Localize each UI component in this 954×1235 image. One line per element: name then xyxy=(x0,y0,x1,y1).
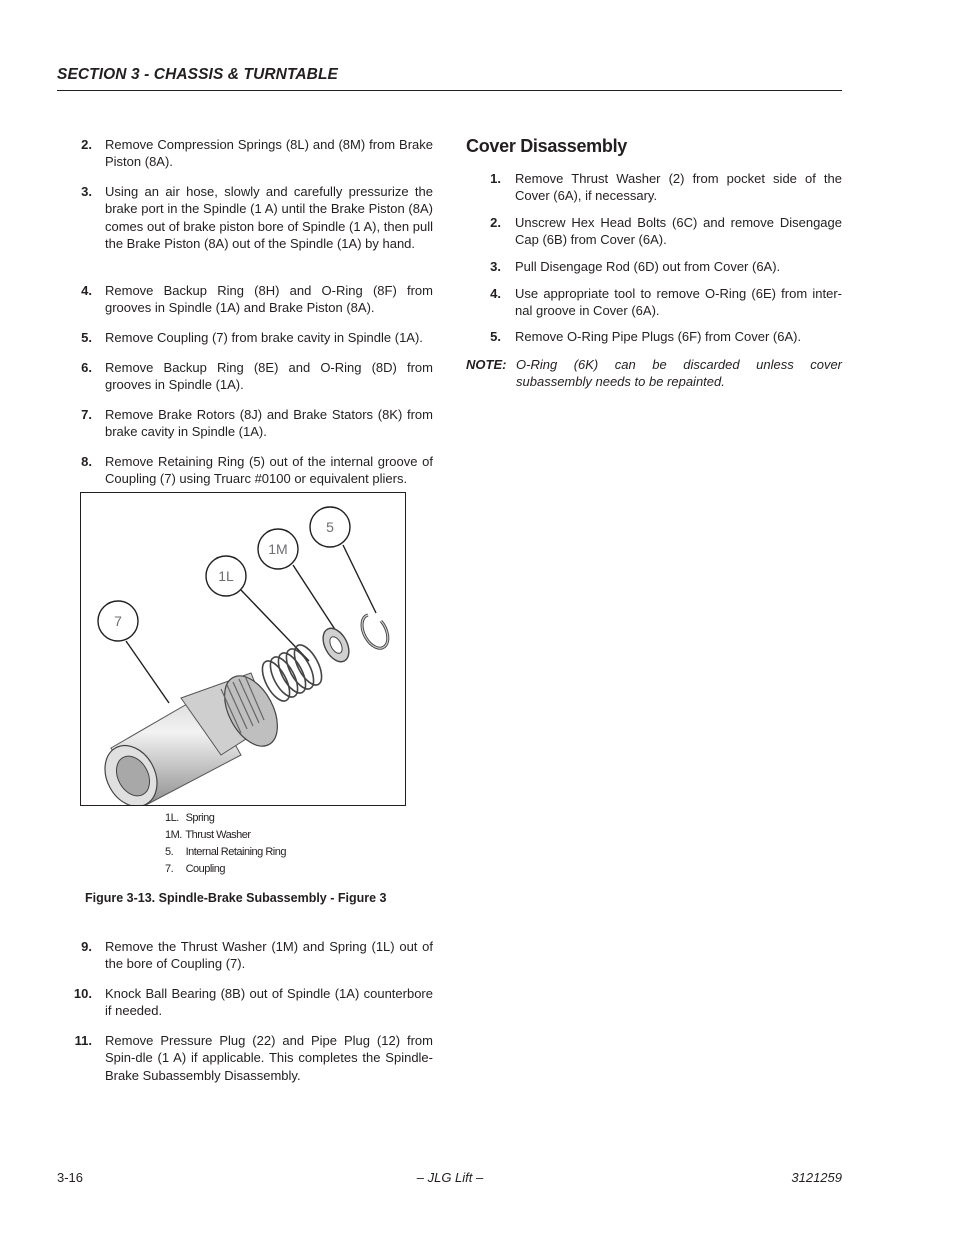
step-4: 4. Remove Backup Ring (8H) and O-Ring (8F) from grooves in Spindle (1A) and Brake Piston (8A). xyxy=(81,283,433,316)
cover-step-4: 4. Use appropriate tool to remove O-Ring (6E) from inter-nal groove in Cover (6A). xyxy=(490,286,842,319)
step-7: 7. Remove Brake Rotors (8J) and Brake Stators (8K) from brake cavity in Spindle (1A). xyxy=(81,407,433,440)
note-text: O-Ring (6K) can be discarded unless cover subassembly needs to be repainted. xyxy=(516,357,842,390)
step-11: 11. Remove Pressure Plug (22) and Pipe Plug (12) from Spin-dle (1 A) if applicable. This completes the Spindle-Brake Subassembly Disassembly. xyxy=(74,1033,433,1083)
svg-text:5: 5 xyxy=(326,519,334,535)
cover-step-3: 3. Pull Disengage Rod (6D) out from Cover (6A). xyxy=(490,259,781,274)
document-number: 3121259 xyxy=(791,1170,842,1185)
note xyxy=(466,356,842,391)
coupling-part xyxy=(95,667,288,805)
cover-step-5: 5. Remove O-Ring Pipe Plugs (6F) from Cover (6A). xyxy=(490,329,802,344)
cover-disassembly-heading: Cover Disassembly xyxy=(466,136,627,156)
exploded-view-illustration xyxy=(81,493,405,805)
cover-step-2: 2. Unscrew Hex Head Bolts (6C) and remove Disengage Cap (6B) from Cover (6A). xyxy=(490,215,842,248)
page-number: 3-16 xyxy=(57,1170,84,1185)
page-header xyxy=(57,66,842,91)
footer-brand: – JLG Lift – xyxy=(416,1170,484,1185)
callout-1m xyxy=(258,529,298,569)
right-column xyxy=(466,136,842,396)
left-column-continued xyxy=(57,938,433,1088)
svg-text:1M: 1M xyxy=(268,541,288,557)
step-8: 8. Remove Retaining Ring (5) out of the internal groove of Coupling (7) using Truarc #0100 or equivalent pliers. xyxy=(81,454,433,487)
figure-caption: Figure 3-13. Spindle-Brake Subassembly - Figure 3 xyxy=(85,891,387,905)
callout-1l xyxy=(206,556,246,596)
legend-item: 1L. Spring xyxy=(165,812,215,824)
step-3: 3. Using an air hose, slowly and carefully pressurize the brake port in the Spindle (1 A) until the Brake Piston (8A) comes out of brake piston bore of Spindle (1 A), then pull the Brake Piston (8A) out of the Spindle (1A) by hand. xyxy=(81,184,433,251)
thrust-washer-part xyxy=(318,624,354,666)
step-5: 5. Remove Coupling (7) from brake cavity in Spindle (1A). xyxy=(81,330,423,345)
svg-text:1L: 1L xyxy=(218,568,234,584)
cover-step-1: 1. Remove Thrust Washer (2) from pocket side of the Cover (6A), if necessary. xyxy=(490,171,842,204)
left-column xyxy=(57,136,433,486)
figure-legend xyxy=(165,810,286,878)
callout-7 xyxy=(98,601,138,641)
legend-item: 7. Coupling xyxy=(165,863,225,875)
step-6: 6. Remove Backup Ring (8E) and O-Ring (8D) from grooves in Spindle (1A). xyxy=(81,360,433,393)
figure-spindle-brake xyxy=(80,492,406,806)
retaining-ring-part xyxy=(362,615,388,648)
step-10: 10. Knock Ball Bearing (8B) out of Spindle (1A) counterbore if needed. xyxy=(73,986,433,1019)
legend-item: 5. Internal Retaining Ring xyxy=(165,846,286,858)
note-label: NOTE: xyxy=(466,357,507,372)
legend-item: 1M. Thrust Washer xyxy=(165,829,251,841)
step-9: 9. Remove the Thrust Washer (1M) and Spring (1L) out of the bore of Coupling (7). xyxy=(81,939,433,972)
step-2: 2. Remove Compression Springs (8L) and (8M) from Brake Piston (8A). xyxy=(81,137,433,170)
callout-5 xyxy=(310,507,350,547)
section-title: SECTION 3 - CHASSIS & TURNTABLE xyxy=(57,66,338,83)
svg-text:7: 7 xyxy=(114,613,122,629)
